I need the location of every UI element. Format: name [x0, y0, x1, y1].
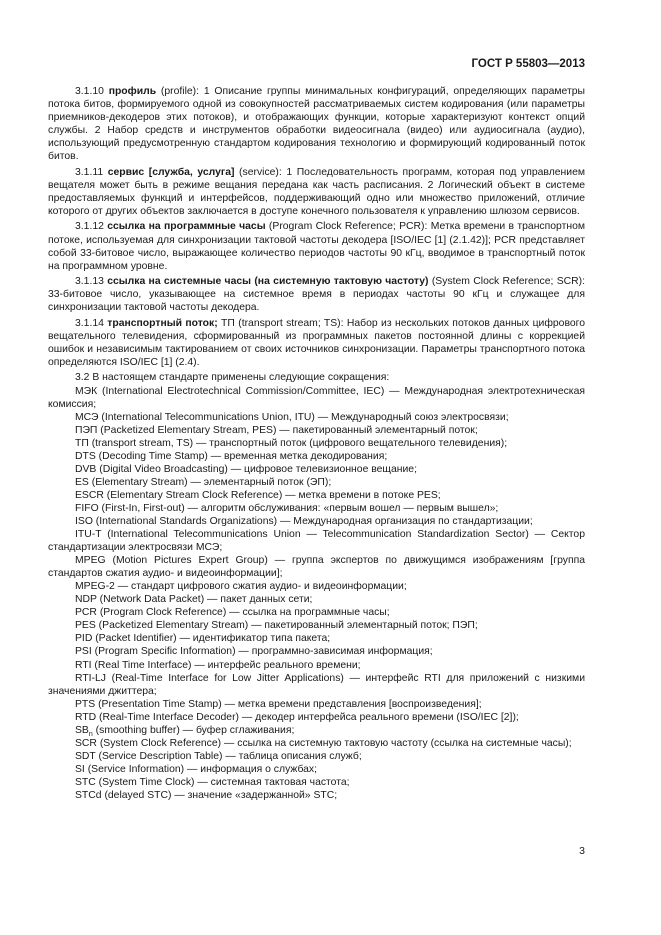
abbreviation-item: PES (Packetized Elementary Stream) — пакетированный элементарный поток; ПЭП;: [75, 620, 478, 632]
abbreviation-item: MPEG (Motion Pictures Expert Group) — группа экспертов по движущимся изображениям [группа стандартов сжатия аудио- и видеоинформации];: [48, 555, 585, 580]
definition-3-1-13: 3.1.13 ссылка на системные часы (на системную тактовую частоту) (System Clock Reference; SCR): 33-битовое число, указывающее на системное время в периодах частоты 90 кГц и служащее для синхронизации тактовой частоты декодера.: [48, 276, 585, 314]
abbreviation-item: SI (Service Information) — информация о службах;: [75, 763, 318, 775]
abbreviation-item: ITU-T (International Telecommunications Union — Telecommunication Standardization Sector) — Сектор стандартизации электросвязи МСЭ;: [48, 529, 585, 554]
abbreviation-item: SCR (System Clock Reference) — ссылка на системную тактовую частоту (ссылка на системные часы);: [75, 737, 572, 749]
abbreviation-item: ES (Elementary Stream) — элементарный поток (ЭП);: [75, 476, 332, 488]
abbreviation-item: RTI-LJ (Real-Time Interface for Low Jitter Applications) — интерфейс RTI для приложений с низкими значениями джиттера;: [48, 672, 585, 697]
abbreviation-item: FIFO (First-In, First-out) — алгоритм обслуживания: «первым вошел — первым вышел»;: [75, 502, 499, 514]
definition-3-1-10: 3.1.10 профиль (profile): 1 Описание группы минимальных конфигураций, определяющих параметры потока битов, формируемого одной из совокупностей рассматриваемых систем кодирования (или параметры приемников-декодеров этих потоков), и отображающих функции, которые характеризуют контекст опций службы. 2 Набор средств и инструментов обработки видеосигнала (видео) или аудиосигнала (аудио), использующий предусмотренную стандартом кодирования технологию и формирующий кодированный поток битов.: [48, 86, 585, 163]
abbreviation-item: ISO (International Standards Organizations) — Международная организация по стандартизации;: [75, 516, 533, 527]
abbreviation-item: МСЭ (International Telecommunications Union, ITU) — Международный союз электросвязи;: [75, 411, 509, 423]
abbreviation-item: SDT (Service Description Table) — таблица описания служб;: [75, 750, 362, 762]
document-header: ГОСТ Р 55803—2013: [471, 58, 585, 70]
abbreviation-item: PTS (Presentation Time Stamp) — метка времени представления [воспроизведения];: [75, 698, 482, 710]
abbreviation-item: PCR (Program Clock Reference) — ссылка на программные часы;: [75, 607, 390, 619]
definition-3-1-12: 3.1.12 ссылка на программные часы (Program Clock Reference; PCR): Метка времени в транспортном потоке, используемая для синхронизации тактовой частоты декодера [ISO/IEC [1] (2.1.42)]; PCR представляет собой 33-битовое число, выражающее количество периодов частоты 90 кГц, вводимое в транспортный поток на программном уровне.: [48, 221, 586, 272]
abbreviation-item-sbn: $SB_n$ (smoothing buffer) — буфер сглаживания;: [75, 724, 295, 738]
page-number: 3: [579, 845, 585, 857]
abbreviation-item: PID (Packet Identifier) — идентификатор типа пакета;: [75, 633, 331, 645]
abbreviation-item: RTI (Real Time Interface) — интерфейс реального времени;: [75, 659, 361, 671]
document-body: [48, 85, 585, 802]
abbreviation-item: RTD (Real-Time Interface Decoder) — декодер интерфейса реального времени (ISO/IEC [2]);: [75, 711, 519, 723]
abbreviation-item: MPEG-2 — стандарт цифрового сжатия аудио- и видеоинформации;: [75, 581, 407, 593]
abbreviation-item: STCd (delayed STC) — значение «задержанной» STC;: [75, 789, 338, 801]
abbreviation-item: DVB (Digital Video Broadcasting) — цифровое телевизионное вещание;: [75, 463, 417, 475]
abbreviation-item: STC (System Time Clock) — системная тактовая частота;: [75, 776, 350, 788]
abbreviation-item: DTS (Decoding Time Stamp) — временная метка декодирования;: [75, 450, 388, 462]
abbreviation-item: PSI (Program Specific Information) — программно-зависимая информация;: [75, 646, 433, 658]
abbreviations-intro: 3.2 В настоящем стандарте применены следующие сокращения:: [75, 372, 390, 384]
definition-3-1-11: 3.1.11 сервис [служба, услуга] (service): 1 Последовательность программ, которая под управлением вещателя может быть в режиме вещания передана как часть расписания. 2 Логический объект в системе предоставляемых функций и интерфейсов, поддерживающий одно или множество приложений, отличие которого от других объектов заключается в доступе конечного пользователя к управлению шлюзом сервисов.: [48, 166, 585, 217]
abbreviation-item: ТП (transport stream, TS) — транспортный поток (цифрового вещательного телевидения);: [75, 437, 508, 449]
abbreviation-item: NDP (Network Data Packet) — пакет данных сети;: [75, 594, 313, 606]
abbreviation-item: ПЭП (Packetized Elementary Stream, PES) — пакетированный элементарный поток;: [75, 424, 478, 436]
abbreviation-item: ESCR (Elementary Stream Clock Reference) — метка времени в потоке PES;: [75, 489, 441, 501]
abbreviation-item: МЭК (International Electrotechnical Commission/Committee, IEC) — Международная электротехническая комиссия;: [48, 385, 585, 410]
definition-3-1-14: 3.1.14 транспортный поток; ТП (transport stream; TS): Набор из нескольких потоков данных цифрового вещательного телевидения, сформированный из программных пакетов постоянной длины с коррекцией ошибок и независимым тактированием от своих источников синхронизации. Параметры транспортного потока определяются ISO/IEC [1] (2.4).: [48, 317, 585, 368]
